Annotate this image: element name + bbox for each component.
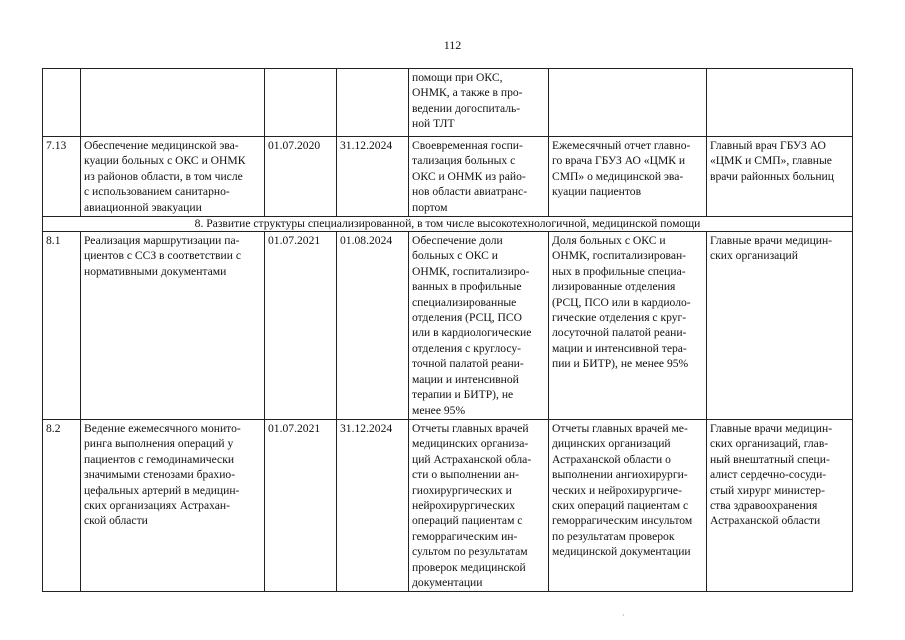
cell-line: сти о выполнении ан- xyxy=(412,468,519,482)
cell-line: циентов с ССЗ в соответствии с xyxy=(84,249,241,263)
cell-line: стый хирург министер- xyxy=(710,483,825,497)
start-date: 01.07.2020 xyxy=(265,137,337,217)
cell-line: портом xyxy=(412,200,448,214)
responsible-party xyxy=(707,69,853,137)
cell-line: СМП» о медицинской эва- xyxy=(552,169,684,183)
cell-line: Главные врачи медицин- xyxy=(710,421,833,435)
expected-result xyxy=(409,69,549,137)
end-date: 31.12.2024 xyxy=(337,137,409,217)
cell-line: Ведение ежемесячного монито- xyxy=(84,421,241,435)
cell-line: по результатам проверок xyxy=(552,529,675,543)
cell-line: дицинских организаций xyxy=(552,437,671,451)
cell-line: ских организаций, глав- xyxy=(710,437,829,451)
cell-line: ных в профильные специа- xyxy=(552,264,686,278)
cell-line: больных с ОКС и xyxy=(412,249,499,263)
cell-line: медицинской документации xyxy=(552,545,691,559)
cell-line: сультом по результатам xyxy=(412,545,528,559)
cell-line: куации пациентов xyxy=(552,185,642,199)
start-date: 01.07.2021 xyxy=(265,419,337,591)
section-title: 8. Развитие структуры специализированной, в том числе высокотехнологичной, медицинской помощи xyxy=(43,217,853,232)
cell-line: нейрохирургических xyxy=(412,498,516,512)
cell-line: с использованием санитарно- xyxy=(84,185,230,199)
responsible-party xyxy=(707,419,853,591)
responsible-party xyxy=(707,232,853,420)
cell-line: точной палатой реани- xyxy=(412,357,524,371)
cell-line: пии и БИТР), не менее 95% xyxy=(552,357,689,371)
cell-line: проверок медицинской xyxy=(412,560,526,574)
cell-line: Астраханской области xyxy=(710,514,821,528)
cell-line: выполнении ангиохирурги- xyxy=(552,468,688,482)
activity-name xyxy=(81,69,265,137)
cell-line: мации и интенсивной тера- xyxy=(552,341,687,355)
cell-line: ства здравоохранения xyxy=(710,498,818,512)
start-date: 01.07.2021 xyxy=(265,232,337,420)
cell-line: алист сердечно-сосуди- xyxy=(710,468,827,482)
cell-line: гиохирургических и xyxy=(412,483,512,497)
cell-line: специализированные xyxy=(412,295,517,309)
activity-name xyxy=(81,419,265,591)
cell-line: авиационной эвакуации xyxy=(84,200,202,214)
cell-line: Отчеты главных врачей ме- xyxy=(552,421,688,435)
cell-line: из районов области, в том числе xyxy=(84,169,243,183)
cell-line: Обеспечение медицинской эва- xyxy=(84,139,239,152)
cell-line: нов области авиатранс- xyxy=(412,185,528,199)
cell-line: Отчеты главных врачей xyxy=(412,421,529,435)
activity-name xyxy=(81,137,265,217)
cell-line: Доля больных с ОКС и xyxy=(552,234,666,248)
cell-line: медицинских организа- xyxy=(412,437,529,451)
cell-line: (РСЦ, ПСО или в кардиоло- xyxy=(552,295,691,309)
item-number: 8.2 xyxy=(43,419,81,591)
control-indicator xyxy=(549,69,707,137)
cell-line: Обеспечение доли xyxy=(412,234,503,248)
table-row xyxy=(43,419,853,591)
cell-line: документации xyxy=(412,575,483,589)
cell-line: ОНМК, а также в про- xyxy=(412,86,523,100)
cell-line: ведении догоспиталь- xyxy=(412,101,521,115)
expected-result xyxy=(409,137,549,217)
cell-line: ских организациях Астрахан- xyxy=(84,498,230,512)
table-row xyxy=(43,69,853,137)
cell-line: геморрагическим инсультом xyxy=(552,514,693,528)
control-indicator xyxy=(549,419,707,591)
item-number: 7.13 xyxy=(43,137,81,217)
cell-line: ванных в профильные xyxy=(412,280,522,294)
cell-line: операций пациентам с xyxy=(412,514,523,528)
cell-line: ной ТЛТ xyxy=(412,117,455,131)
cell-line: Реализация маршрутизации па- xyxy=(84,234,240,248)
cell-line: Главный врач ГБУЗ АО xyxy=(710,139,826,152)
cell-line: го врача ГБУЗ АО «ЦМК и xyxy=(552,154,686,168)
end-date: 01.08.2024 xyxy=(337,232,409,420)
end-date: 31.12.2024 xyxy=(337,419,409,591)
start-date xyxy=(265,69,337,137)
section-row xyxy=(43,217,853,232)
scan-mark: · xyxy=(622,611,625,620)
activities-table xyxy=(42,68,853,592)
cell-line: лосуточной палатой реани- xyxy=(552,326,687,340)
cell-line: Своевременная госпи- xyxy=(412,139,523,152)
cell-line: тализация больных с xyxy=(412,154,516,168)
cell-line: терапии и БИТР), не xyxy=(412,388,514,402)
cell-line: отделения с круглосу- xyxy=(412,341,521,355)
end-date xyxy=(337,69,409,137)
activity-name xyxy=(81,232,265,420)
cell-line: Ежемесячный отчет главно- xyxy=(552,139,691,152)
expected-result xyxy=(409,419,549,591)
cell-line: менее 95% xyxy=(412,403,466,417)
expected-result xyxy=(409,232,549,420)
cell-line: Астраханской области о xyxy=(552,452,671,466)
cell-line: ринга выполнения операций у xyxy=(84,437,234,451)
control-indicator xyxy=(549,137,707,217)
cell-line: значимыми стенозами брахио- xyxy=(84,468,236,482)
table-row xyxy=(43,232,853,420)
cell-line: ских организаций xyxy=(710,249,798,263)
control-indicator xyxy=(549,232,707,420)
cell-line: цефальных артерий в медицин- xyxy=(84,483,240,497)
cell-line: ОНМК, госпитализиро- xyxy=(412,264,530,278)
cell-line: ческих и нейрохирургиче- xyxy=(552,483,682,497)
cell-line: нормативными документами xyxy=(84,264,227,278)
cell-line: пациентов с гемодинамически xyxy=(84,452,235,466)
cell-line: лизированные отделения xyxy=(552,280,676,294)
cell-line: геморрагическим ин- xyxy=(412,529,518,543)
responsible-party xyxy=(707,137,853,217)
cell-line: ОКС и ОНМК из райо- xyxy=(412,169,526,183)
cell-line: или в кардиологические xyxy=(412,326,532,340)
item-number xyxy=(43,69,81,137)
cell-line: ный внештатный специ- xyxy=(710,452,830,466)
table-row xyxy=(43,137,853,217)
cell-line: врачи районных больниц xyxy=(710,169,834,183)
cell-line: гические отделения с круг- xyxy=(552,311,687,325)
cell-line: отделения (РСЦ, ПСО xyxy=(412,311,523,325)
cell-line: Главные врачи медицин- xyxy=(710,234,833,248)
item-number: 8.1 xyxy=(43,232,81,420)
cell-line: ОНМК, госпитализирован- xyxy=(552,249,687,263)
cell-line: «ЦМК и СМП», главные xyxy=(710,154,832,168)
page-number: 112 xyxy=(443,38,462,52)
cell-line: ских операций пациентам с xyxy=(552,498,689,512)
cell-line: мации и интенсивной xyxy=(412,372,519,386)
cell-line: ской области xyxy=(84,514,148,528)
cell-line: куации больных с ОКС и ОНМК xyxy=(84,154,246,168)
cell-line: помощи при ОКС, xyxy=(412,71,503,84)
cell-line: ций Астраханской обла- xyxy=(412,452,532,466)
